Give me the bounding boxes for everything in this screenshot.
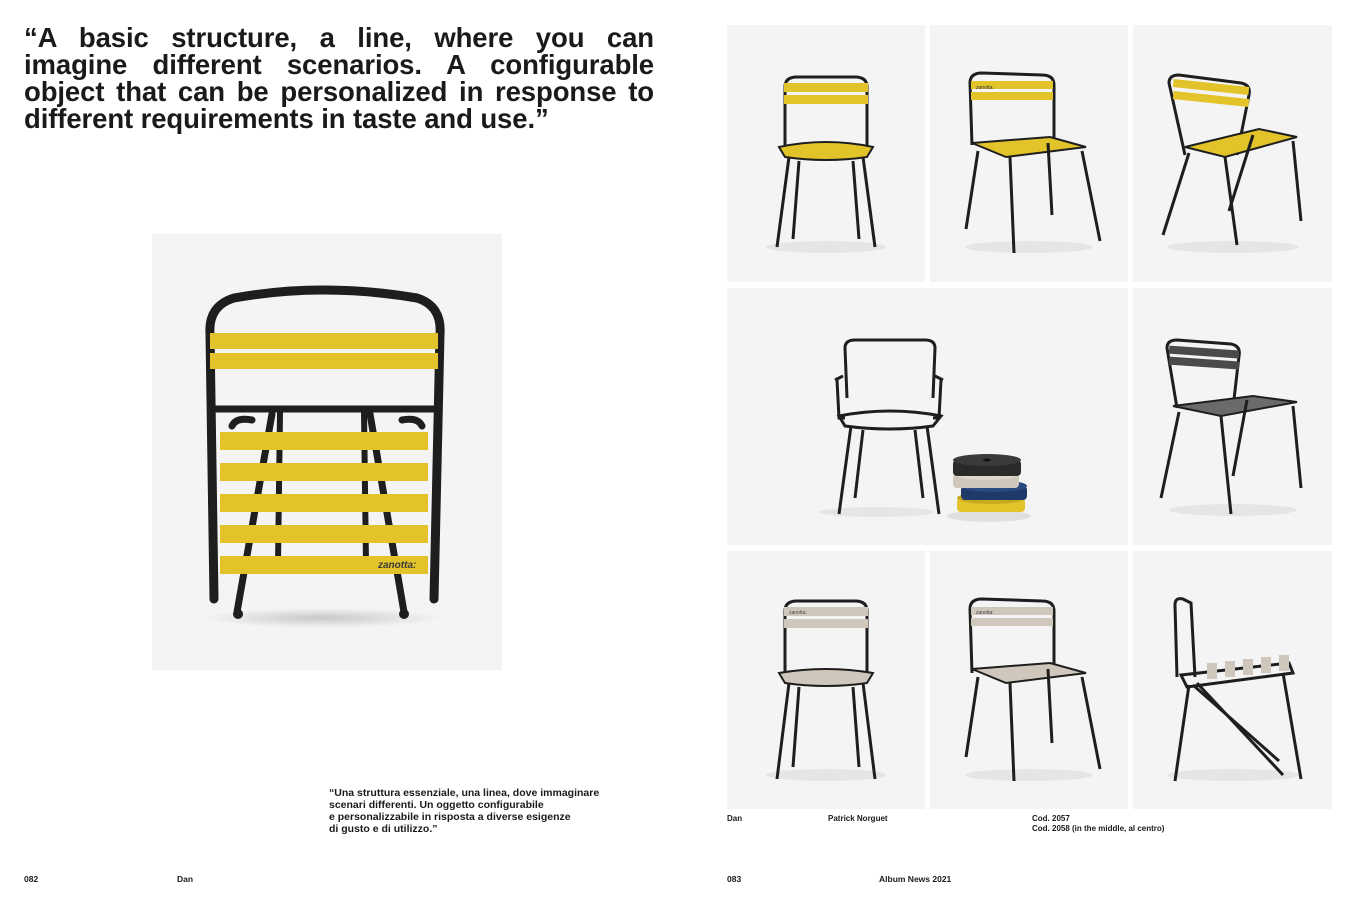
armchair-with-strap-rolls (727, 288, 1128, 545)
beige-chair-front (727, 551, 925, 809)
caption-product: Dan (727, 814, 743, 823)
gallery-tile-beige-side (1133, 551, 1332, 809)
left-page-number: 082 (24, 874, 39, 884)
publication-title: Album News 2021 (879, 874, 952, 884)
right-page-number: 083 (727, 874, 742, 884)
gallery-tile-beige-three-quarter (930, 551, 1128, 809)
caption-codes (1032, 814, 1164, 833)
caption-designer: Patrick Norguet (828, 814, 888, 823)
gallery-tile-armchair-rolls (727, 288, 1128, 545)
tile-brand-logo: zanotta: (789, 610, 807, 616)
brand-logo: zanotta: (378, 560, 417, 571)
tile-brand-logo: zanotta: (976, 85, 994, 91)
beige-chair-side (1133, 551, 1332, 809)
folded-chair-illustration (152, 234, 502, 670)
gallery-tile-beige-front (727, 551, 925, 809)
quote-it-line-2: scenari differenti. Un oggetto configurabile (329, 799, 544, 811)
left-section-title: Dan (177, 874, 194, 884)
tile-brand-logo: zanotta: (976, 610, 994, 616)
gallery-tile-yellow-front (727, 25, 925, 282)
quote-it-line-4: di gusto e di utilizzo.” (329, 823, 438, 835)
pull-quote-italian (329, 787, 629, 835)
hero-chair-image (152, 234, 502, 670)
gallery-tile-yellow-three-quarter (930, 25, 1128, 282)
yellow-chair-side (1133, 25, 1332, 282)
quote-it-line-3: e personalizzabile in risposta a diverse esigenze (329, 811, 571, 823)
quote-it-line-1: “Una struttura essenziale, una linea, dove immaginare (329, 787, 600, 799)
caption-code-1: Cod. 2057 (1032, 814, 1070, 823)
grey-chair (1133, 288, 1332, 545)
yellow-chair-front (727, 25, 925, 282)
gallery-tile-grey-chair (1133, 288, 1332, 545)
beige-chair-three-quarter (930, 551, 1128, 809)
gallery-tile-yellow-side (1133, 25, 1332, 282)
pull-quote-english: “A basic structure, a line, where you can imagine different scenarios. A configurable object that can be personalized in response to different requirements in taste and use.” (24, 22, 654, 134)
yellow-chair-three-quarter (930, 25, 1128, 282)
caption-code-2: Cod. 2058 (in the middle, al centro) (1032, 823, 1165, 833)
